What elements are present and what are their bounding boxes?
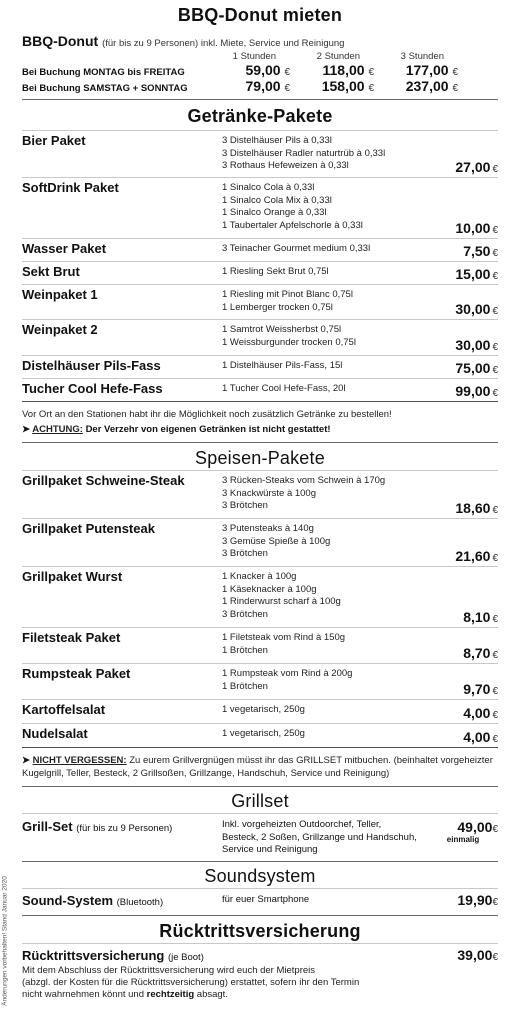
weekday-price: 118,00 € bbox=[322, 62, 374, 78]
drink-item bbox=[22, 379, 498, 401]
food-section bbox=[22, 448, 498, 787]
food-heading: Speisen-Pakete bbox=[195, 448, 325, 468]
item-description: 3 Rücken-Steaks vom Schwein à 170g 3 Knackwürste à 100g 3 Brötchen bbox=[222, 475, 386, 511]
drinks-heading: Getränke-Pakete bbox=[187, 106, 333, 126]
item-description: Inkl. vorgeheizten Outdoorchef, Teller, Besteck, 2 Soßen, Grillzange und Handschuh, Service und Reinigung bbox=[222, 819, 417, 855]
food-item bbox=[22, 471, 498, 518]
drinks-note: Vor Ort an den Stationen habt ihr die Möglichkeit noch zusätzlich Getränke zu bestellen! bbox=[22, 409, 392, 420]
drinks-warning: ➤ ACHTUNG: Der Verzehr von eigenen Getränken ist nicht gestattet! bbox=[22, 424, 331, 435]
item-description: 3 Teinacher Gourmet medium 0,33l bbox=[222, 243, 371, 254]
item-description: 1 Riesling mit Pinot Blanc 0,75l 1 Lemberger trocken 0,75l bbox=[222, 289, 353, 313]
drink-item bbox=[22, 178, 498, 238]
food-item bbox=[22, 519, 498, 566]
item-description: 1 Tucher Cool Hefe-Fass, 20l bbox=[222, 383, 346, 394]
drink-item bbox=[22, 239, 498, 261]
price-list-page bbox=[22, 0, 498, 1001]
item-price: 8,10 € bbox=[463, 609, 498, 625]
item-name: SoftDrink Paket bbox=[22, 180, 119, 195]
section-divider bbox=[22, 442, 498, 443]
sound-item bbox=[22, 889, 498, 911]
item-description: 1 Riesling Sekt Brut 0,75l bbox=[222, 266, 329, 277]
drink-item bbox=[22, 262, 498, 284]
item-name: Filetsteak Paket bbox=[22, 630, 121, 645]
item-divider bbox=[22, 943, 498, 944]
drink-item bbox=[22, 131, 498, 177]
donut-price-table bbox=[22, 51, 498, 94]
sound-section bbox=[22, 866, 498, 916]
item-description: für euer Smartphone bbox=[222, 893, 310, 905]
section-divider bbox=[22, 861, 498, 862]
item-name: Grillpaket Putensteak bbox=[22, 521, 155, 536]
item-name: Grillpaket Wurst bbox=[22, 569, 123, 584]
item-price: 21,60 € bbox=[455, 548, 498, 564]
donut-product-title bbox=[22, 33, 498, 49]
item-description: 1 vegetarisch, 250g bbox=[222, 704, 305, 715]
donut-product-subtitle: (für bis zu 9 Personen) inkl. Miete, Service und Reinigung bbox=[102, 38, 345, 49]
grillset-heading: Grillset bbox=[231, 791, 289, 811]
grillset-item bbox=[22, 814, 498, 860]
donut-heading: BBQ-Donut mieten bbox=[177, 5, 343, 25]
duration-header: 3 Stunden bbox=[400, 51, 444, 62]
item-description: 1 Sinalco Cola à 0,33l 1 Sinalco Cola Mix à 0,33l 1 Sinalco Orange à 0,33l 1 Taubertaler Apfelschorle à 0,33l bbox=[222, 182, 363, 231]
item-price: 49,00€ einmalig bbox=[446, 819, 498, 844]
drink-item bbox=[22, 285, 498, 319]
item-description: 1 vegetarisch, 250g bbox=[222, 728, 305, 739]
section-divider bbox=[22, 99, 498, 100]
item-description: 3 Distelhäuser Pils à 0,33l 3 Distelhäuser Radler naturtrüb à 0,33l 3 Rothaus Hefeweizen à 0,33l bbox=[222, 135, 386, 171]
item-description: 1 Knacker à 100g 1 Käseknacker à 100g 1 Rinderwurst scharf à 100g 3 Brötchen bbox=[222, 571, 341, 620]
item-name: Rumpsteak Paket bbox=[22, 666, 131, 681]
drink-item bbox=[22, 356, 498, 378]
item-name: Sound-System (Bluetooth) bbox=[22, 892, 164, 908]
weekend-price: 79,00 € bbox=[245, 78, 290, 94]
item-name: Kartoffelsalat bbox=[22, 702, 106, 717]
donut-section bbox=[22, 5, 498, 100]
food-item bbox=[22, 628, 498, 663]
legal-side-note-text: Änderungen vorbehalten! Stand Januar 2020 bbox=[1, 876, 8, 1006]
insurance-item bbox=[22, 947, 498, 965]
item-name: Sekt Brut bbox=[22, 264, 80, 279]
item-name: Bier Paket bbox=[22, 133, 86, 148]
item-price: 99,00 € bbox=[455, 383, 498, 399]
item-price: 18,60 € bbox=[455, 500, 498, 516]
food-item bbox=[22, 664, 498, 699]
donut-table-spacer bbox=[22, 51, 192, 62]
item-price: 7,50 € bbox=[463, 243, 498, 259]
donut-product-name: BBQ-Donut bbox=[22, 33, 99, 49]
sound-heading: Soundsystem bbox=[204, 866, 316, 886]
item-name: Nudelsalat bbox=[22, 726, 88, 741]
item-description: 1 Filetsteak vom Rind à 150g 1 Brötchen bbox=[222, 632, 346, 656]
weekend-row-label: Bei Buchung SAMSTAG + SONNTAG bbox=[22, 83, 188, 94]
item-price: 4,00 € bbox=[463, 729, 498, 745]
weekend-price: 158,00 € bbox=[321, 78, 374, 94]
insurance-description: Mit dem Abschluss der Rücktrittsversicherung wird euch der Mietpreis (abzgl. der Kosten für die Rücktrittsversicherung) erstattet, sofern ihr den Termin nicht wahrnehmen könnt und rechtzeitig absagt. bbox=[22, 965, 360, 1000]
drinks-section bbox=[22, 106, 498, 443]
item-description: 1 Rumpsteak vom Rind à 200g 1 Brötchen bbox=[222, 668, 353, 692]
food-reminder: ➤ NICHT VERGESSEN: Zu eurem Grillvergnügen müsst ihr das GRILLSET mitbuchen. (beinhaltet vorgeheizter Kugelgrill, Teller, Besteck, 2 Grillsoßen, Grillzange, Handschuh, Service und Reinigung) bbox=[22, 755, 493, 779]
item-name: Rücktrittsversicherung (je Boot) bbox=[22, 948, 204, 963]
item-name: Tucher Cool Hefe-Fass bbox=[22, 381, 163, 396]
insurance-section bbox=[22, 921, 498, 1001]
item-price: 19,90€ bbox=[457, 892, 498, 908]
section-divider bbox=[22, 915, 498, 916]
food-item bbox=[22, 724, 498, 747]
item-price: 39,00€ bbox=[457, 947, 498, 963]
item-price: 8,70 € bbox=[463, 645, 498, 661]
item-price: 30,00 € bbox=[455, 337, 498, 353]
duration-header: 2 Stunden bbox=[316, 51, 360, 62]
food-item bbox=[22, 567, 498, 627]
item-divider bbox=[22, 747, 498, 748]
duration-header: 1 Stunden bbox=[232, 51, 276, 62]
item-price: 4,00 € bbox=[463, 705, 498, 721]
item-name: Weinpaket 1 bbox=[22, 287, 98, 302]
item-name: Grill-Set (für bis zu 9 Personen) bbox=[22, 819, 173, 834]
item-description: 3 Putensteaks à 140g 3 Gemüse Spieße à 100g 3 Brötchen bbox=[222, 523, 331, 559]
weekday-price: 177,00 € bbox=[405, 62, 458, 78]
grillset-section bbox=[22, 791, 498, 862]
section-divider bbox=[22, 786, 498, 787]
item-description: 1 Samtrot Weissherbst 0,75l 1 Weissburgunder trocken 0,75l bbox=[222, 324, 356, 348]
drink-item bbox=[22, 320, 498, 355]
weekend-price: 237,00 € bbox=[405, 78, 458, 94]
item-price: 10,00 € bbox=[455, 220, 498, 236]
item-price: 27,00 € bbox=[455, 159, 498, 175]
food-item bbox=[22, 700, 498, 723]
item-name: Wasser Paket bbox=[22, 241, 107, 256]
legal-side-note bbox=[0, 862, 9, 1020]
item-price: 9,70 € bbox=[463, 681, 498, 697]
item-price: 30,00 € bbox=[455, 301, 498, 317]
item-description: 1 Distelhäuser Pils-Fass, 15l bbox=[222, 360, 343, 371]
item-name: Weinpaket 2 bbox=[22, 322, 98, 337]
weekday-price: 59,00 € bbox=[245, 62, 290, 78]
item-price: 15,00 € bbox=[455, 266, 498, 282]
insurance-heading: Rücktrittsversicherung bbox=[159, 921, 361, 941]
item-name: Grillpaket Schweine-Steak bbox=[22, 473, 185, 488]
item-name: Distelhäuser Pils-Fass bbox=[22, 358, 161, 373]
item-price: 75,00 € bbox=[455, 360, 498, 376]
item-divider bbox=[22, 401, 498, 402]
weekday-row-label: Bei Buchung MONTAG bis FREITAG bbox=[22, 67, 185, 78]
